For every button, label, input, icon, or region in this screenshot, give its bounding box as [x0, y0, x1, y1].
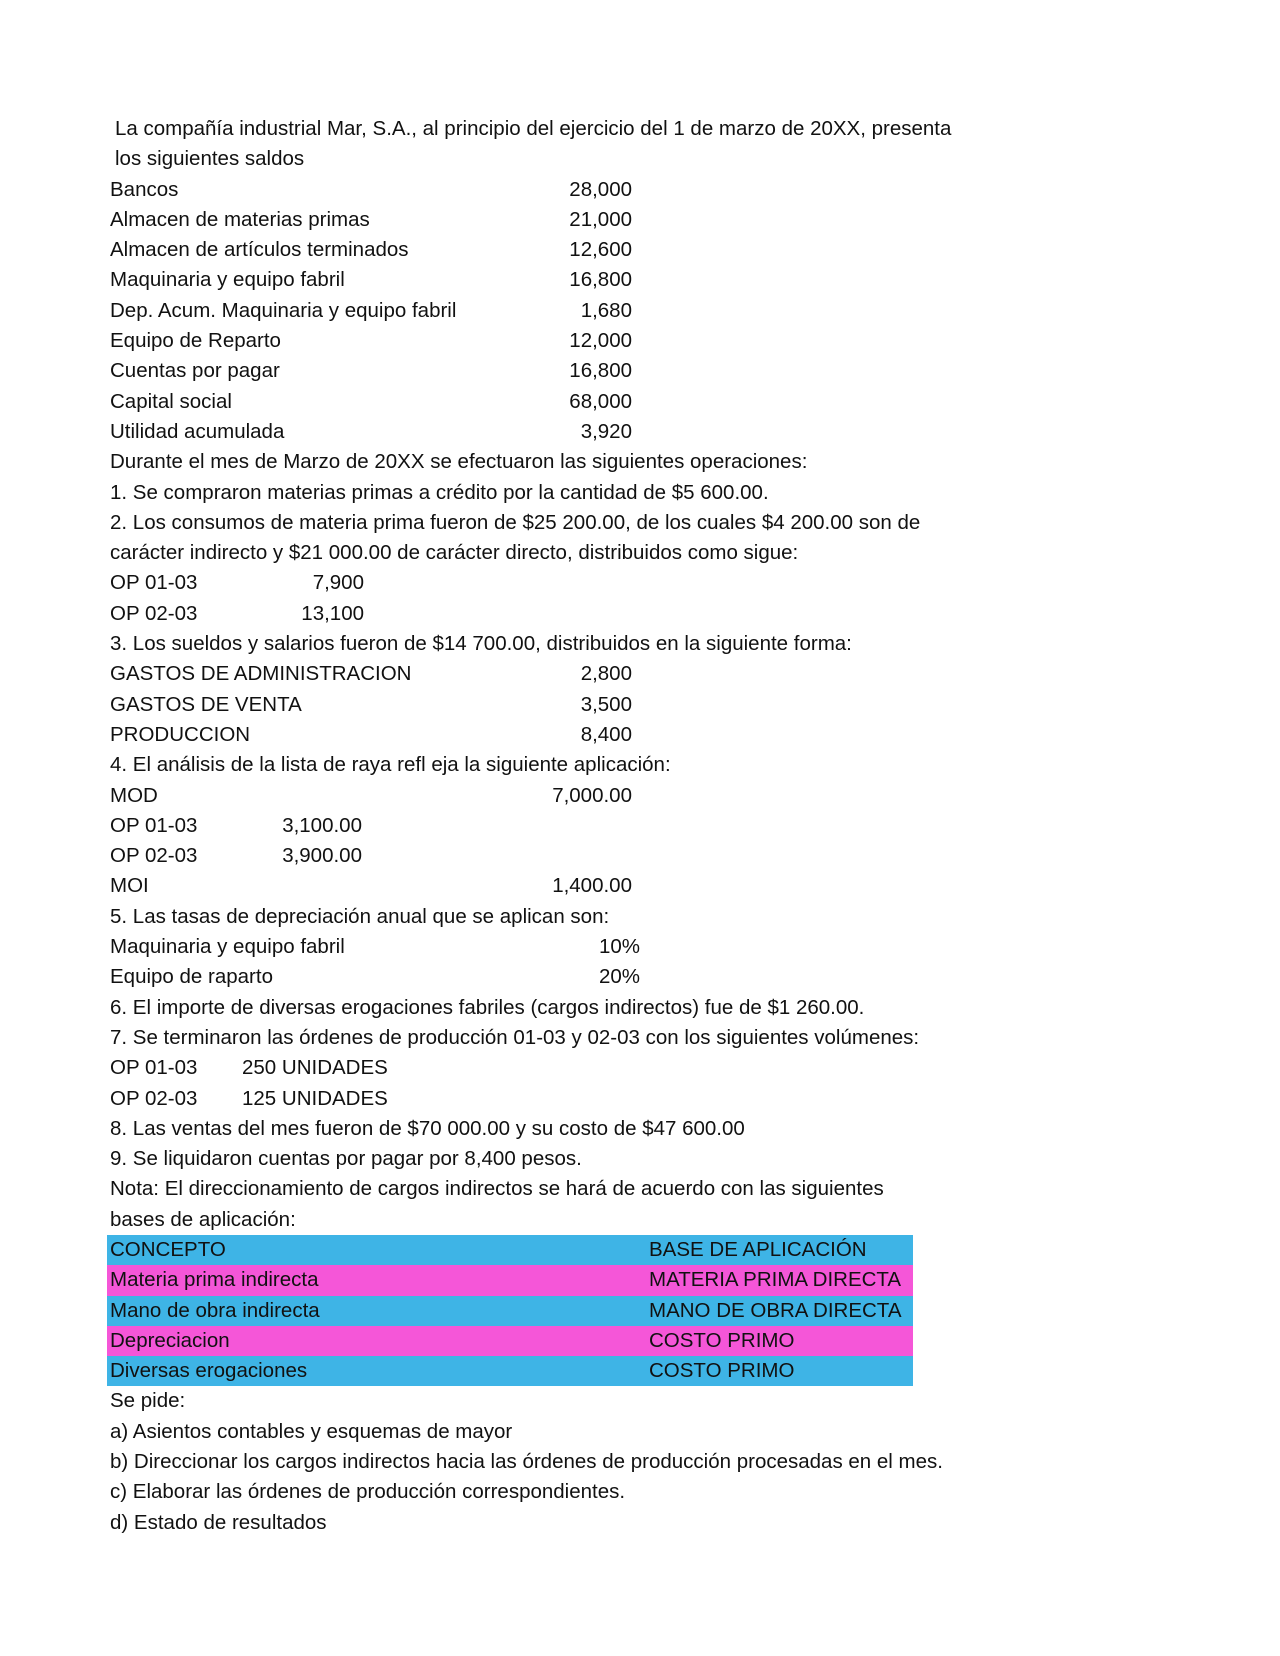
rate-label: Equipo de raparto — [110, 965, 273, 989]
balance-row — [110, 265, 1170, 295]
item-label: GASTOS DE ADMINISTRACION — [110, 662, 412, 686]
base-cell: COSTO PRIMO — [646, 1326, 913, 1356]
balance-label: Almacen de materias primas — [110, 207, 370, 231]
order-label: OP 02-03 — [110, 844, 198, 868]
operation-5: 5. Las tasas de depreciación anual que se aplican son: — [110, 904, 610, 928]
operation-9: 9. Se liquidaron cuentas por pagar por 8,400 pesos. — [110, 1147, 582, 1171]
balance-label: Cuentas por pagar — [110, 359, 280, 383]
concept-cell: Materia prima indirecta — [107, 1265, 646, 1295]
balance-row — [110, 205, 1170, 235]
mod-label: MOD — [110, 783, 158, 807]
table-row — [107, 1296, 913, 1326]
volume-units: 250 UNIDADES — [242, 1056, 388, 1080]
header-base: BASE DE APLICACIÓN — [646, 1235, 913, 1265]
balance-amount: 16,800 — [569, 268, 632, 292]
balance-row — [110, 175, 1170, 205]
balance-label: Dep. Acum. Maquinaria y equipo fabril — [110, 298, 457, 322]
document-content — [110, 114, 1170, 1538]
base-cell: COSTO PRIMO — [646, 1356, 913, 1386]
op4-order-row — [110, 811, 1170, 841]
balance-row — [110, 356, 1170, 386]
op4-order-row — [110, 841, 1170, 871]
op2-order-row — [110, 568, 1170, 598]
operation-1: 1. Se compraron materias primas a crédito por la cantidad de $5 600.00. — [110, 480, 769, 504]
request-item: d) Estado de resultados — [110, 1510, 327, 1534]
balance-label: Bancos — [110, 177, 179, 201]
moi-amount: 1,400.00 — [552, 874, 632, 898]
order-label: OP 01-03 — [110, 813, 198, 837]
volume-label: OP 01-03 — [110, 1056, 198, 1080]
base-cell: MATERIA PRIMA DIRECTA — [646, 1265, 913, 1295]
balance-row — [110, 417, 1170, 447]
op3-item-row — [110, 720, 1170, 750]
balance-amount: 1,680 — [580, 298, 632, 322]
balance-label: Maquinaria y equipo fabril — [110, 268, 345, 292]
order-amount: 3,100.00 — [282, 813, 362, 837]
operation-2: 2. Los consumos de materia prima fueron de $25 200.00, de los cuales $4 200.00 son de carácter indirecto y $21 000.00 de carácter directo, distribuidos como sigue: — [110, 510, 921, 565]
balance-amount: 3,920 — [580, 419, 632, 443]
balance-row — [110, 296, 1170, 326]
operations-intro: Durante el mes de Marzo de 20XX se efectuaron las siguientes operaciones: — [110, 450, 808, 474]
balance-label: Equipo de Reparto — [110, 329, 281, 353]
concept-cell: Diversas erogaciones — [107, 1356, 646, 1386]
balances-list — [110, 175, 1170, 448]
mod-amount: 7,000.00 — [552, 783, 632, 807]
balance-amount: 12,000 — [569, 329, 632, 353]
balance-label: Utilidad acumulada — [110, 419, 285, 443]
balance-amount: 28,000 — [569, 177, 632, 201]
order-label: OP 01-03 — [110, 571, 198, 595]
order-amount: 13,100 — [301, 601, 364, 625]
intro-paragraph: La compañía industrial Mar, S.A., al principio del ejercicio del 1 de marzo de 20XX, presenta los siguientes saldos — [115, 117, 952, 171]
balance-amount: 68,000 — [569, 389, 632, 413]
item-amount: 2,800 — [580, 662, 632, 686]
balance-amount: 16,800 — [569, 359, 632, 383]
order-amount: 7,900 — [312, 571, 364, 595]
operation-7: 7. Se terminaron las órdenes de producción 01-03 y 02-03 con los siguientes volúmenes: — [110, 1025, 920, 1049]
moi-label: MOI — [110, 874, 149, 898]
rate-value: 20% — [598, 965, 640, 989]
op2-order-row — [110, 599, 1170, 629]
op5-rate-row — [110, 962, 1170, 992]
item-label: PRODUCCION — [110, 722, 251, 746]
balance-row — [110, 387, 1170, 417]
operation-8: 8. Las ventas del mes fueron de $70 000.00 y su costo de $47 600.00 — [110, 1116, 745, 1140]
concept-cell: Mano de obra indirecta — [107, 1296, 646, 1326]
table-row — [107, 1265, 913, 1295]
bases-table — [107, 1235, 913, 1386]
table-row — [107, 1326, 913, 1356]
request-item: b) Direccionar los cargos indirectos hacia las órdenes de producción procesadas en el mes. — [110, 1450, 943, 1474]
operation-6: 6. El importe de diversas erogaciones fabriles (cargos indirectos) fue de $1 260.00. — [110, 995, 865, 1019]
item-amount: 8,400 — [580, 722, 632, 746]
table-row — [107, 1356, 913, 1386]
bases-table-header — [107, 1235, 913, 1265]
item-label: GASTOS DE VENTA — [110, 692, 302, 716]
balance-amount: 21,000 — [569, 207, 632, 231]
base-cell: MANO DE OBRA DIRECTA — [646, 1296, 913, 1326]
balance-label: Capital social — [110, 389, 232, 413]
request-item: a) Asientos contables y esquemas de mayor — [110, 1419, 513, 1443]
request-item: c) Elaborar las órdenes de producción correspondientes. — [110, 1480, 626, 1504]
balance-row — [110, 235, 1170, 265]
balance-row — [110, 326, 1170, 356]
operation-3: 3. Los sueldos y salarios fueron de $14 700.00, distribuidos en la siguiente forma: — [110, 632, 852, 656]
volume-label: OP 02-03 — [110, 1086, 198, 1110]
balance-amount: 12,600 — [569, 238, 632, 262]
balance-label: Almacen de artículos terminados — [110, 238, 409, 262]
header-concept: CONCEPTO — [107, 1235, 646, 1265]
order-amount: 3,900.00 — [282, 844, 362, 868]
concept-cell: Depreciacion — [107, 1326, 646, 1356]
operation-4: 4. El análisis de la lista de raya refl eja la siguiente aplicación: — [110, 753, 671, 777]
order-label: OP 02-03 — [110, 601, 198, 625]
note-paragraph: Nota: El direccionamiento de cargos indirectos se hará de acuerdo con las siguientes bases de aplicación: — [110, 1177, 884, 1231]
rate-value: 10% — [598, 935, 640, 959]
op3-item-row — [110, 690, 1170, 720]
volume-units: 125 UNIDADES — [242, 1086, 388, 1110]
op4-moi-row — [110, 871, 1170, 901]
op5-rate-row — [110, 932, 1170, 962]
op7-volume-row — [110, 1053, 1170, 1083]
item-amount: 3,500 — [580, 692, 632, 716]
op3-item-row — [110, 659, 1170, 689]
requests-title: Se pide: — [110, 1389, 186, 1413]
op7-volume-row — [110, 1084, 1170, 1114]
op4-mod-row — [110, 781, 1170, 811]
rate-label: Maquinaria y equipo fabril — [110, 935, 345, 959]
